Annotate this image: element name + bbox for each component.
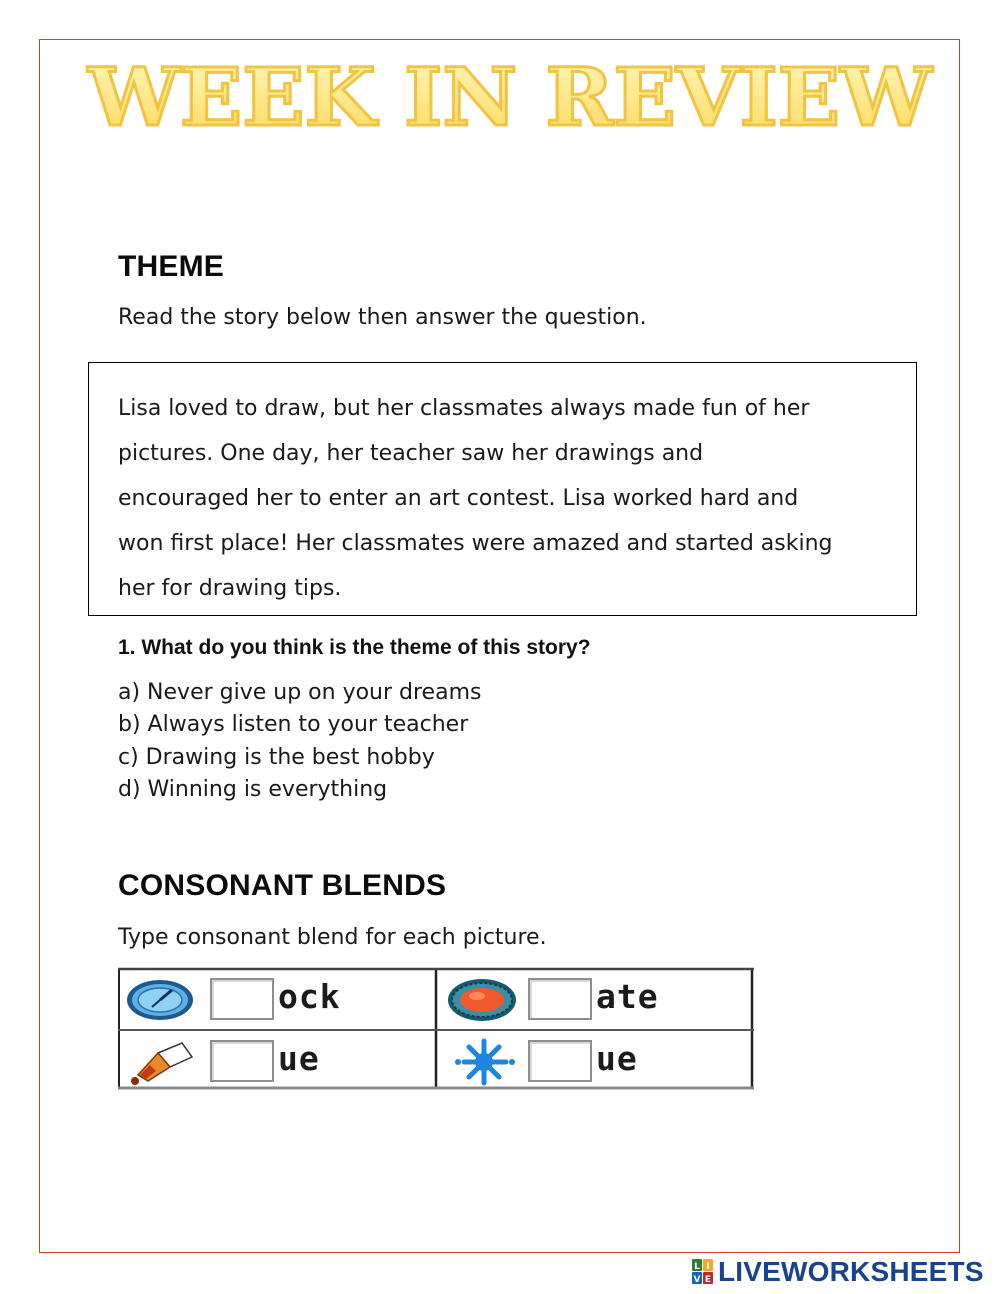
consonant-blend-table — [118, 967, 754, 1091]
word-ending: ock — [278, 977, 341, 1016]
story-line: won first place! Her classmates were amazed and started asking — [118, 531, 833, 556]
week-in-review-banner — [80, 52, 940, 142]
word-ending: ue — [596, 1039, 638, 1078]
word-ending: ate — [596, 977, 659, 1016]
liveworksheets-logo[interactable] — [692, 1256, 992, 1286]
blend-item-plate — [438, 969, 752, 1031]
svg-text:I: I — [706, 1262, 710, 1272]
story-box — [88, 362, 917, 616]
theme-question: 1. What do you think is the theme of this story? — [118, 636, 591, 659]
blends-heading: CONSONANT BLENDS — [118, 869, 447, 902]
story-line: encouraged her to enter an art contest. Lisa worked hard and — [118, 486, 799, 511]
word-ending: ue — [278, 1039, 320, 1078]
blue-splat-icon — [448, 1035, 520, 1089]
story-line: Lisa loved to draw, but her classmates always made fun of her — [118, 396, 810, 421]
svg-text:L: L — [694, 1262, 700, 1272]
liveworksheets-logo-icon — [692, 1259, 714, 1285]
blend-answer-input[interactable] — [210, 1040, 274, 1082]
plate-icon — [446, 973, 518, 1027]
answer-option-a[interactable]: a) Never give up on your dreams — [118, 680, 482, 705]
blends-instruction: Type consonant blend for each picture. — [118, 925, 547, 950]
answer-option-c[interactable]: c) Drawing is the best hobby — [118, 745, 435, 770]
blend-item-clock — [118, 969, 436, 1031]
banner-title: WEEK IN REVIEW — [86, 52, 934, 142]
story-line: her for drawing tips. — [118, 576, 342, 601]
svg-text:V: V — [693, 1275, 701, 1285]
blend-answer-input[interactable] — [528, 978, 592, 1020]
blend-answer-input[interactable] — [210, 978, 274, 1020]
clock-icon — [124, 973, 196, 1027]
blend-item-glue — [118, 1031, 436, 1093]
theme-instruction: Read the story below then answer the question. — [118, 305, 647, 330]
blend-answer-input[interactable] — [528, 1040, 592, 1082]
answer-option-b[interactable]: b) Always listen to your teacher — [118, 712, 469, 737]
svg-text:E: E — [704, 1275, 712, 1285]
blend-item-blue — [438, 1031, 752, 1093]
liveworksheets-brand-text: LIVEWORKSHEETS — [718, 1256, 984, 1287]
glue-icon — [126, 1035, 198, 1089]
theme-heading: THEME — [118, 250, 224, 283]
answer-option-d[interactable]: d) Winning is everything — [118, 777, 388, 802]
story-line: pictures. One day, her teacher saw her drawings and — [118, 441, 704, 466]
